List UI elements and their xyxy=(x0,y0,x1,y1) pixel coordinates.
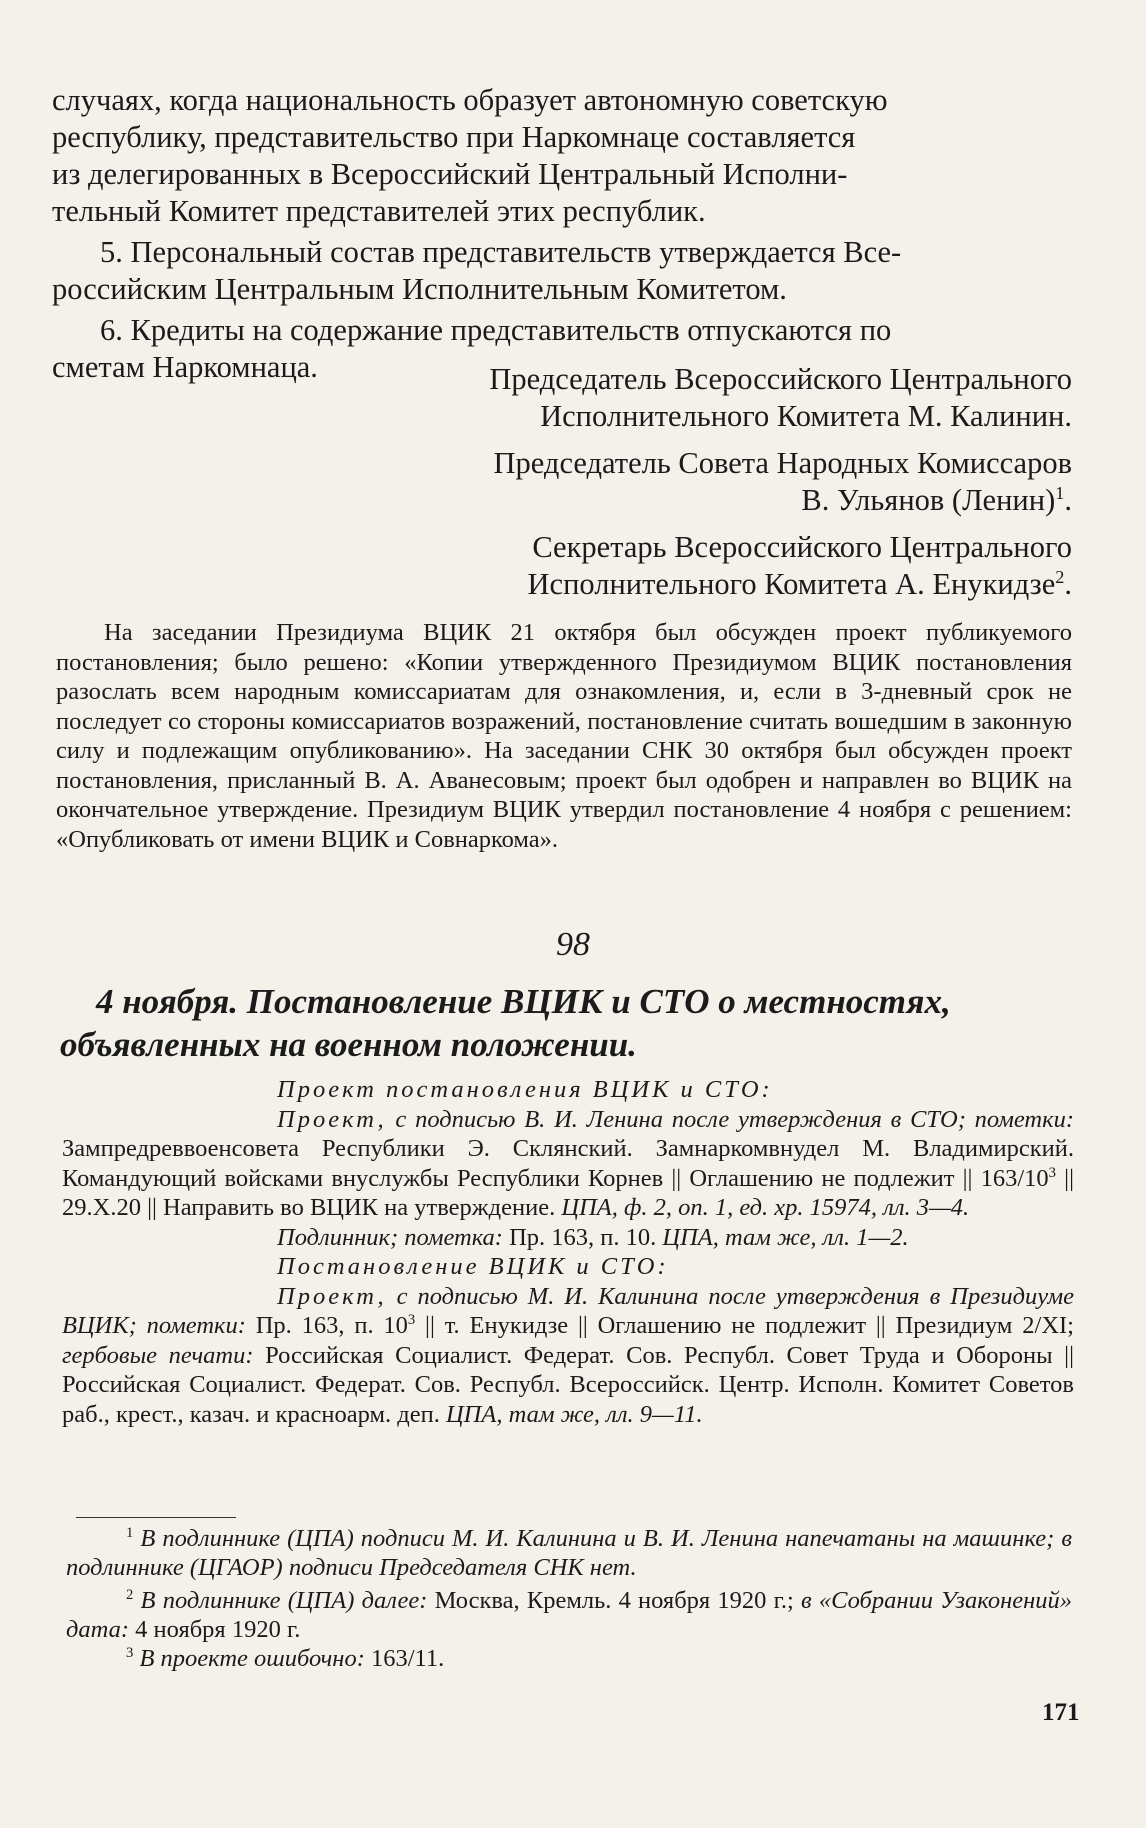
signature-enukidze-line1: Секретарь Всероссийского Центрального xyxy=(532,530,1072,564)
source-entry: Проект, с подписью М. И. Калинина после утверждения в Президиуме ВЦИК; пометки: Пр. 163, п. $10^3$ || т. Енукидзе || Оглашению не подлежит || Президиум 2/XI; гербовые печати: Российская Социалист. Федерат. Сов. Республ. Совет Труда и Обороны || Российская Социалист. Федерат. Сов. Республ. Всероссийск. Центр. Исполн. Комитет Советов раб., крест., казач. и красноарм. деп. ЦПА, там же, лл. 9—11. xyxy=(62,1282,1074,1428)
footnote-divider xyxy=(76,1517,236,1518)
signature-lenin-line2: В. Ульянов (Ленин)$^1$. xyxy=(801,482,1072,517)
archive-ref: ЦПА, там же, лл. 9—11. xyxy=(445,1400,703,1428)
page-number: 171 xyxy=(1042,1699,1080,1726)
footnote-ref: 1 xyxy=(1055,482,1065,503)
text-line: 5. Персональный состав представительств утверждается Все- xyxy=(100,235,902,269)
archive-ref: ЦПА, ф. 2, оп. 1, ед. хр. 15974, лл. 3—4. xyxy=(561,1194,970,1221)
footnote-3: $^3$ В проекте ошибочно: 163/11. xyxy=(126,1644,445,1672)
text-line: 6. Кредиты на содержание представительств отпускаются по xyxy=(100,313,892,347)
source-entry: Подлинник; пометка: Пр. 163, п. 10. ЦПА, там же, лл. 1—2. xyxy=(277,1223,909,1251)
text-line: российским Центральным Исполнительным Комитетом. xyxy=(52,272,787,306)
text-line: сметам Наркомнаца. xyxy=(52,350,318,384)
footnote-2: $^2$ В подлиннике (ЦПА) далее: Москва, Кремль. 4 ноября 1920 г.; в «Собрании Узаконений» дата: 4 ноября 1920 г. xyxy=(66,1586,1072,1643)
editorial-note xyxy=(56,618,1072,854)
text-line: случаях, когда национальность образует автономную советскую xyxy=(52,83,888,117)
footnote-ref: 3 xyxy=(1048,1164,1057,1181)
signature-kalinin-line2: Исполнительного Комитета М. Калинин. xyxy=(540,399,1072,433)
clause-6 xyxy=(52,312,1062,349)
document-number: 98 xyxy=(556,926,590,963)
text-line: республику, представительство при Наркомнаце составляется xyxy=(52,120,856,154)
archive-ref: ЦПА, там же, лл. 1—2. xyxy=(662,1223,909,1251)
title-line: объявленных на военном положении. xyxy=(60,1025,637,1064)
title-line: 4 ноября. Постановление ВЦИК и СТО о местностях, xyxy=(96,982,951,1021)
source-entry: Проект, с подписью В. И. Ленина после утверждения в СТО; пометки: Зампредреввоенсовета Республики Э. Склянский. Замнаркомвнудел М. Владимирский. Командующий войсками внуслужбы Республики Корнев || Оглашению не подлежит || $163/10^3$ || 29.X.20 || Направить во ВЦИК на утверждение. ЦПА, ф. 2, оп. 1, ед. хр. 15974, лл. 3—4. xyxy=(62,1105,1074,1221)
text-line: тельный Комитет представителей этих республик. xyxy=(52,194,706,228)
footnotes xyxy=(66,1524,1072,1673)
document-title xyxy=(60,980,1080,1066)
footnote-ref: 3 xyxy=(407,1311,416,1328)
note-text: На заседании Президиума ВЦИК 21 октября был обсужден проект публикуемого постановления; было решено: «Копии утвержденного Президиумом ВЦИК постановления разослать всем народным комиссариатам для ознакомления, и, если в 3-дневный срок не последует со стороны комиссариатов возражений, постановление считать вошедшим в законную силу и подлежащим опубликованию». На заседании СНК 30 октября был обсужден проект постановления, присланный В. А. Аванесовым; проект был одобрен и направлен во ВЦИК на окончательное утверждение. Президиум ВЦИК утвердил постановление 4 ноября с решением: «Опубликовать от имени ВЦИК и Совнаркома». xyxy=(56,619,1072,853)
text-line: из делегированных в Всероссийский Центральный Исполни- xyxy=(52,157,848,191)
clause-5 xyxy=(52,234,1062,271)
signature-kalinin-line1: Председатель Всероссийского Центрального xyxy=(489,362,1072,396)
signature-enukidze-line2: Исполнительного Комитета А. Енукидзе$^2$. xyxy=(527,566,1072,601)
signature-lenin-line1: Председатель Совета Народных Комиссаров xyxy=(493,446,1072,480)
archival-sources xyxy=(62,1075,1074,1429)
footnote-ref: 2 xyxy=(1055,566,1065,587)
source-heading: Постановление ВЦИК и СТО: xyxy=(277,1253,669,1280)
source-heading: Проект постановления ВЦИК и СТО: xyxy=(277,1076,773,1103)
main-text xyxy=(52,82,1062,386)
footnote-1: $^1$ В подлиннике (ЦПА) подписи М. И. Калинина и В. И. Ленина напечатаны на машинке; в подлиннике (ЦГАОР) подписи Председателя СНК нет. xyxy=(66,1524,1072,1581)
signatures xyxy=(300,361,1072,603)
